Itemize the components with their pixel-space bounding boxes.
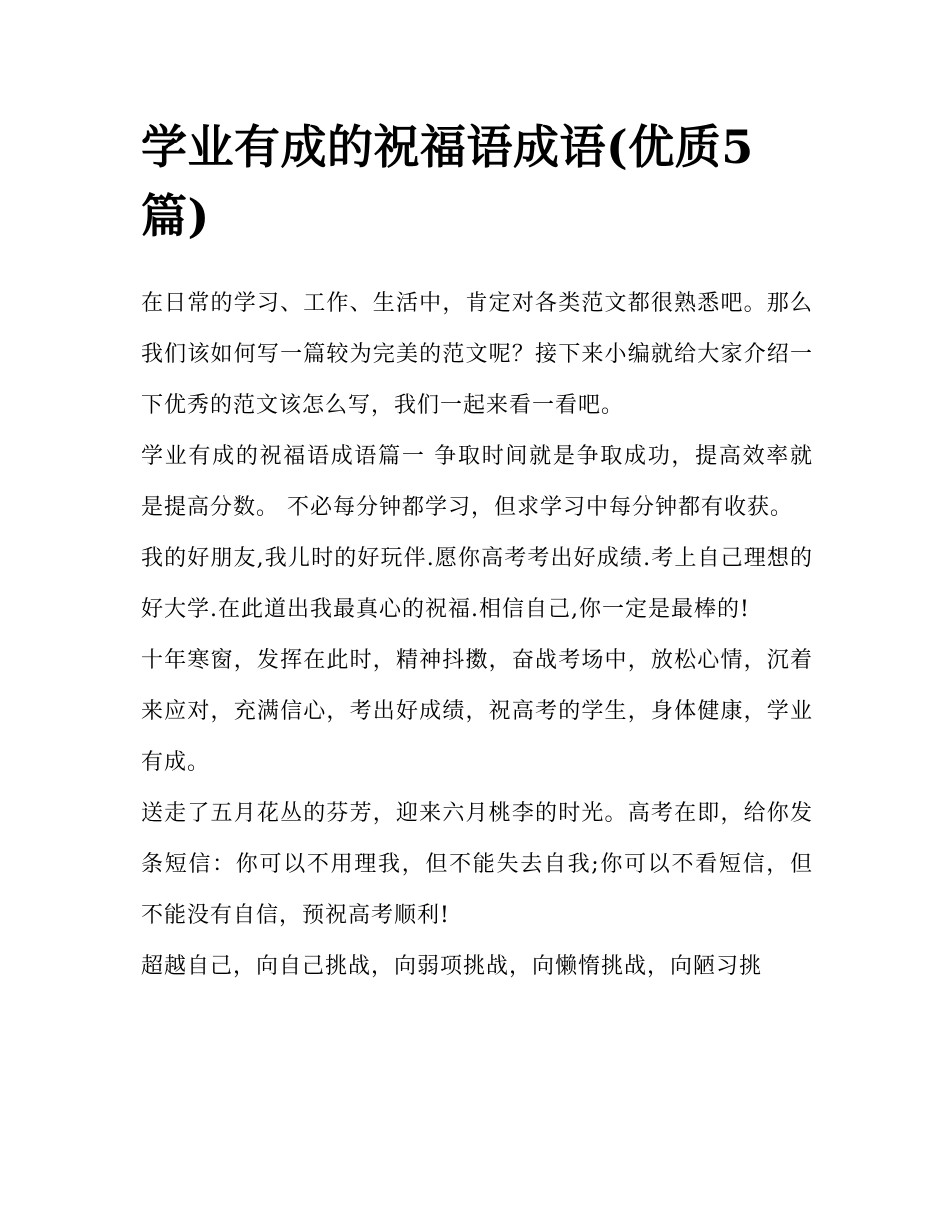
body-paragraph: 超越自己，向自己挑战，向弱项挑战，向懒惰挑战，向陋习挑 — [141, 954, 763, 979]
body-paragraph: 学业有成的祝福语成语篇一 争取时间就是争取成功，提高效率就是提高分数。 不必每分钟都学习，但求学习中每分钟都有收获。 — [141, 444, 813, 520]
document-title: 学业有成的祝福语成语(优质5篇) — [141, 120, 754, 243]
body-paragraph: 十年寒窗，发挥在此时，精神抖擞，奋战考场中，放松心情，沉着来应对，充满信心，考出好成绩，祝高考的学生，身体健康，学业有成。 — [141, 648, 813, 775]
body-paragraph: 我的好朋友,我儿时的好玩伴.愿你高考考出好成绩.考上自己理想的好大学.在此道出我最真心的祝福.相信自己,你一定是最棒的! — [141, 546, 813, 622]
body-paragraph: 送走了五月花丛的芬芳，迎来六月桃李的时光。高考在即，给你发条短信：你可以不用理我，但不能失去自我;你可以不看短信，但不能没有自信，预祝高考顺利! — [141, 801, 813, 928]
intro-paragraph: 在日常的学习、工作、生活中，肯定对各类范文都很熟悉吧。那么我们该如何写一篇较为完美的范文呢？接下来小编就给大家介绍一下优秀的范文该怎么写，我们一起来看一看吧。 — [141, 291, 813, 418]
document-body — [141, 278, 813, 992]
document-page — [141, 0, 813, 992]
